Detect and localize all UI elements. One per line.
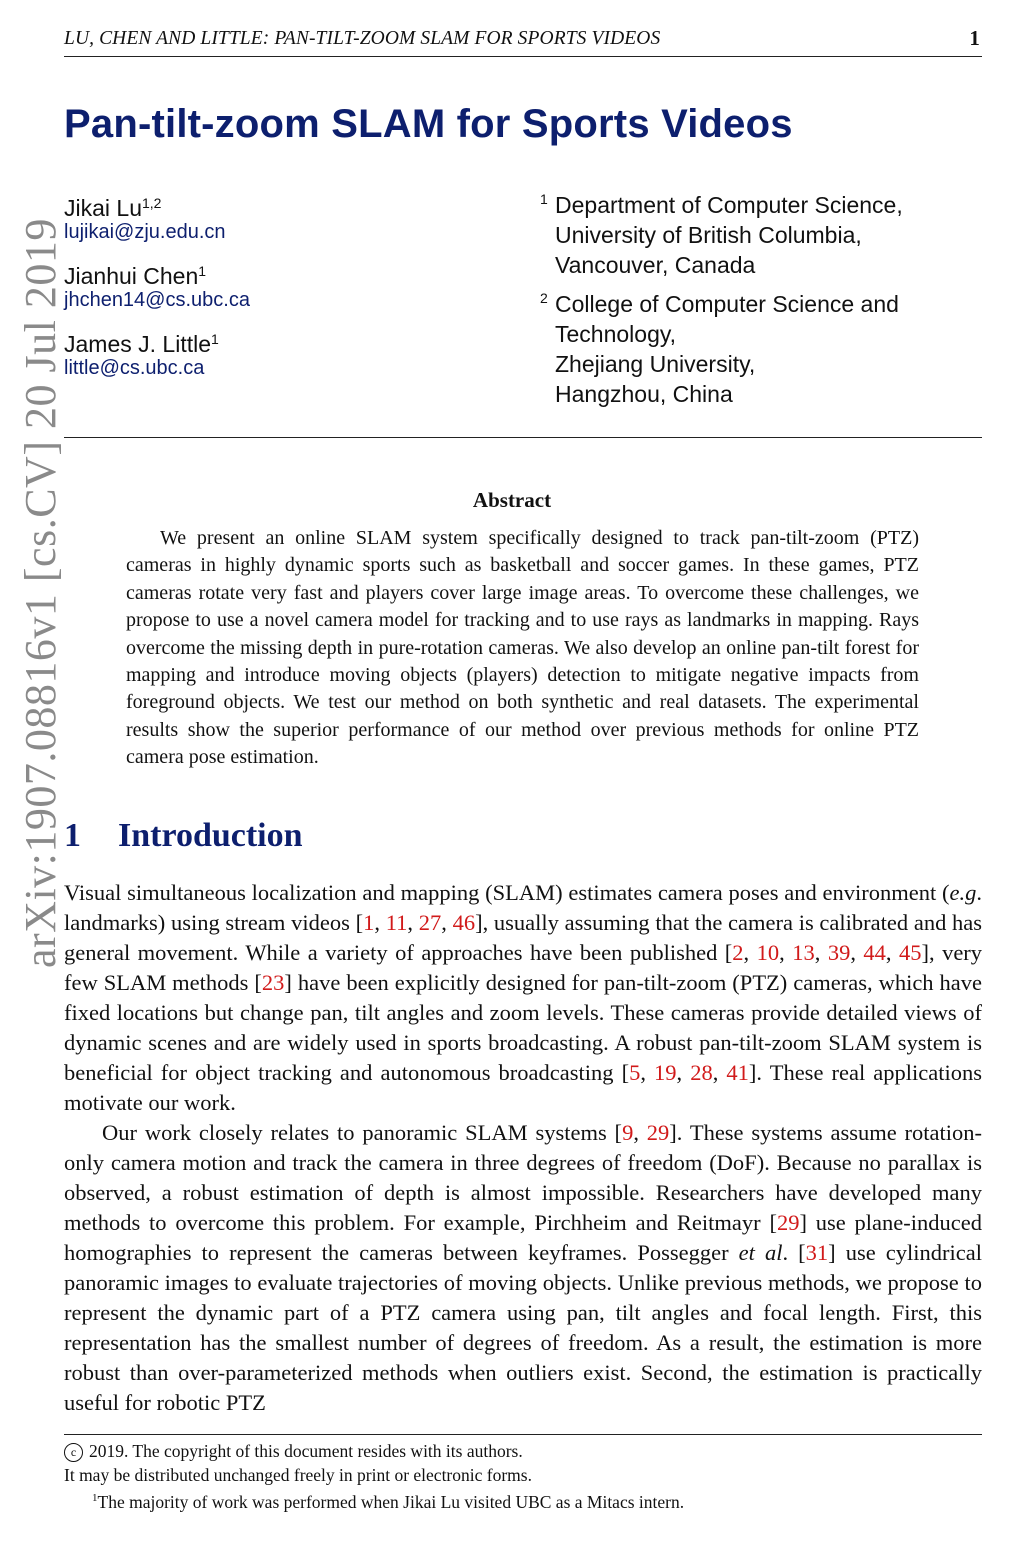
- distribution-line: It may be distributed unchanged freely in print or electronic forms.: [64, 1464, 532, 1485]
- footnote-mark: 1: [92, 1492, 98, 1504]
- citation-link[interactable]: 23: [261, 970, 285, 995]
- citation-link[interactable]: 29: [646, 1120, 670, 1145]
- affiliation-number: 1: [540, 191, 548, 207]
- author-affil-mark: 1: [198, 263, 207, 279]
- citation-link[interactable]: 28: [690, 1060, 713, 1085]
- citation-link[interactable]: 29: [776, 1210, 800, 1235]
- running-header: [64, 26, 982, 57]
- page-number: 1: [969, 26, 980, 50]
- citation-link[interactable]: 46: [452, 910, 476, 935]
- author-affil-mark: 1,2: [141, 195, 162, 211]
- citation-link[interactable]: 41: [726, 1060, 749, 1085]
- paragraph: Our work closely relates to panoramic SLAM systems [9, 29]. These systems assume rotation-only camera motion and track the camera in three degrees of freedom (DoF). Because no parallax is observed, a robust estimation of depth is almost impossible. Researchers have developed many methods to overcome this problem. For example, Pirchheim and Reitmayr [29] use plane-induced homographies to represent the cameras between keyframes. Possegger et al. [31] use cylindrical panoramic images to evaluate trajectories of moving objects. Unlike previous methods, we propose to represent the dynamic part of a PTZ camera using pan, tilt angles and focal length. First, this representation has the smallest number of degrees of freedom. As a result, the estimation is more robust than over-parameterized methods when outliers exist. Second, the estimation is practically useful for robotic PTZ: [64, 1120, 983, 1415]
- footnote: $^1$The majority of work was performed when Jikai Lu visited UBC as a Mitacs intern.: [92, 1491, 685, 1512]
- running-title: LU, CHEN AND LITTLE: PAN-TILT-ZOOM SLAM FOR SPORTS VIDEOS: [64, 28, 661, 49]
- affiliation: 2 College of Computer Science and Technology, Zhejiang University, Hangzhou, China: [540, 289, 980, 409]
- footnotes: [64, 1440, 982, 1514]
- abstract-heading: Abstract: [472, 488, 552, 512]
- author-name: Jianhui Chen$^1$: [64, 263, 207, 289]
- paragraph: Visual simultaneous localization and mapping (SLAM) estimates camera poses and environment (e.g. landmarks) using stream videos [1, 11, 27, 46], usually assuming that the camera is calibrated and has general movement. While a variety of approaches have been published [2, 10, 13, 39, 44, 45], very few SLAM methods [23] have been explicitly designed for pan-tilt-zoom (PTZ) cameras, which have fixed locations but change pan, tilt angles and zoom levels. These cameras provide detailed views of dynamic scenes and are widely used in sports broadcasting. A robust pan-tilt-zoom SLAM system is beneficial for object tracking and autonomous broadcasting [5, 19, 28, 41]. These real applications motivate our work.: [64, 880, 983, 1115]
- citation-link[interactable]: 45: [899, 940, 922, 965]
- author-email-link[interactable]: jhchen14@cs.ubc.ca: [64, 289, 250, 311]
- author-name: Jikai Lu$^{1,2}$: [64, 195, 162, 221]
- citation-link[interactable]: 11: [385, 910, 408, 935]
- paper-title: Pan-tilt-zoom SLAM for Sports Videos: [64, 102, 793, 146]
- affiliation-number: 2: [540, 290, 548, 306]
- author-name: James J. Little$^1$: [64, 331, 219, 357]
- citation-link[interactable]: 27: [418, 910, 442, 935]
- citation-link[interactable]: 1: [363, 910, 375, 935]
- author-block: [64, 188, 484, 392]
- citation-link[interactable]: 44: [863, 940, 886, 965]
- footnote-divider: [64, 1434, 982, 1435]
- affiliation: 1 Department of Computer Science, University of British Columbia, Vancouver, Canada: [540, 190, 980, 280]
- citation-link[interactable]: 10: [756, 940, 780, 965]
- citation-link[interactable]: 19: [654, 1060, 677, 1085]
- author-email-link[interactable]: little@cs.ubc.ca: [64, 357, 205, 379]
- author-affil-mark: 1: [211, 331, 219, 347]
- title-divider: [64, 437, 982, 438]
- arxiv-stamp[interactable]: arXiv:1907.08816v1 [cs.CV] 20 Jul 2019: [16, 218, 65, 968]
- affiliation-block: [540, 190, 980, 418]
- body-text: [64, 878, 982, 1418]
- section-number: 1: [64, 817, 81, 854]
- copyright-icon: c: [64, 1443, 83, 1462]
- citation-link[interactable]: 13: [792, 940, 815, 965]
- citation-link[interactable]: 5: [629, 1060, 641, 1085]
- abstract-text: We present an online SLAM system specifically designed to track pan-tilt-zoom (PTZ) cameras in highly dynamic sports such as basketball and soccer games. In these games, PTZ cameras rotate very fast and players cover large image areas. To overcome these challenges, we propose to use a novel camera model for tracking and to use rays as landmarks in mapping. Rays overcome the missing depth in pure-rotation cameras. We also develop an online pan-tilt forest for mapping and introduce moving objects (players) detection to mitigate negative impacts from foreground objects. We test our method on both synthetic and real datasets. The experimental results show the superior performance of our method over previous methods for online PTZ camera pose estimation.: [126, 527, 919, 769]
- citation-link[interactable]: 9: [622, 1120, 634, 1145]
- citation-link[interactable]: 39: [827, 940, 851, 965]
- author-email-link[interactable]: lujikai@zju.edu.cn: [64, 221, 226, 243]
- copyright-line: c 2019. The copyright of this document resides with its authors.: [64, 1440, 982, 1464]
- citation-link[interactable]: 31: [805, 1240, 829, 1265]
- section-title: Introduction: [118, 817, 303, 854]
- section-heading: [64, 817, 303, 855]
- citation-link[interactable]: 2: [732, 940, 744, 965]
- abstract-body: [126, 525, 919, 772]
